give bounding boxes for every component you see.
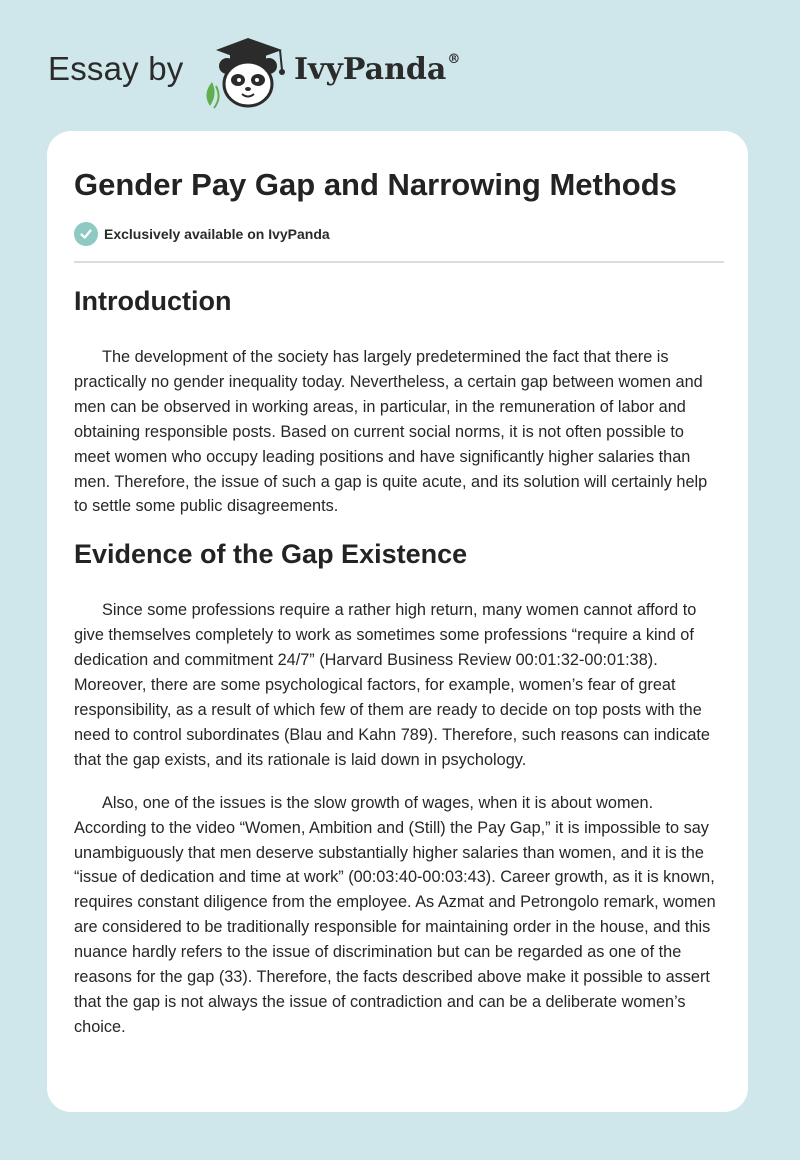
registered-mark: ® <box>447 52 461 67</box>
badge-label: Exclusively available on IvyPanda <box>104 226 330 242</box>
title-divider <box>74 261 724 263</box>
site-header <box>0 0 800 130</box>
essay-body <box>74 281 724 1040</box>
paragraph: Since some professions require a rather high return, many women cannot afford to give themselves completely to work as sometimes some professions “require a kind of dedication and commitment 24/7” (Harvard Business Review 00:01:32-00:01:38). Moreover, there are some psychological factors, for example, women’s fear of great responsibility, as a result of which few of them are ready to decide on top posts with the need to control subordinates (Blau and Kahn 789). Therefore, such reasons can indicate that the gap exists, and its rationale is laid down in psychology. <box>74 601 710 769</box>
exclusive-badge <box>74 221 330 247</box>
panda-graduate-logo-icon[interactable] <box>200 36 292 110</box>
page-title: Gender Pay Gap and Narrowing Methods <box>74 167 677 202</box>
check-circle-icon <box>74 222 98 246</box>
essay-by-label: Essay by <box>48 50 184 87</box>
section-heading: Introduction <box>74 286 232 316</box>
brand-name[interactable]: IvyPanda® <box>294 52 461 87</box>
section-heading: Evidence of the Gap Existence <box>74 539 468 570</box>
essay-card <box>47 131 748 1112</box>
paragraph: Also, one of the issues is the slow growth of wages, when it is about women. According to the video “Women, Ambition and (Still) the Pay Gap,” it is impossible to say unambiguously that men deserve substantially higher salaries than women, and it is the “issue of dedication and time at work” (00:03:40-00:03:43). Career growth, as it is known, requires constant diligence from the employee. As Azmat and Petrongolo remark, women are considered to be traditionally responsible for maintaining order in the house, and this nuance hardly refers to the issue of discrimination but can be regarded as one of the reasons for the gap (33). Therefore, the facts described above make it possible to assert that the gap is not always the issue of contradiction and can be a deliberate women’s choice. <box>74 793 716 1036</box>
paragraph: The development of the society has largely predetermined the fact that there is practically no gender inequality today. Nevertheless, a certain gap between women and men can be observed in working areas, in particular, in the remuneration of labor and obtaining responsible posts. Based on current social norms, it is not often possible to meet women who occupy leading positions and have significantly higher salaries than men. Therefore, the issue of such a gap is quite acute, and its solution will certainly help to settle some public disagreements. <box>74 348 708 516</box>
